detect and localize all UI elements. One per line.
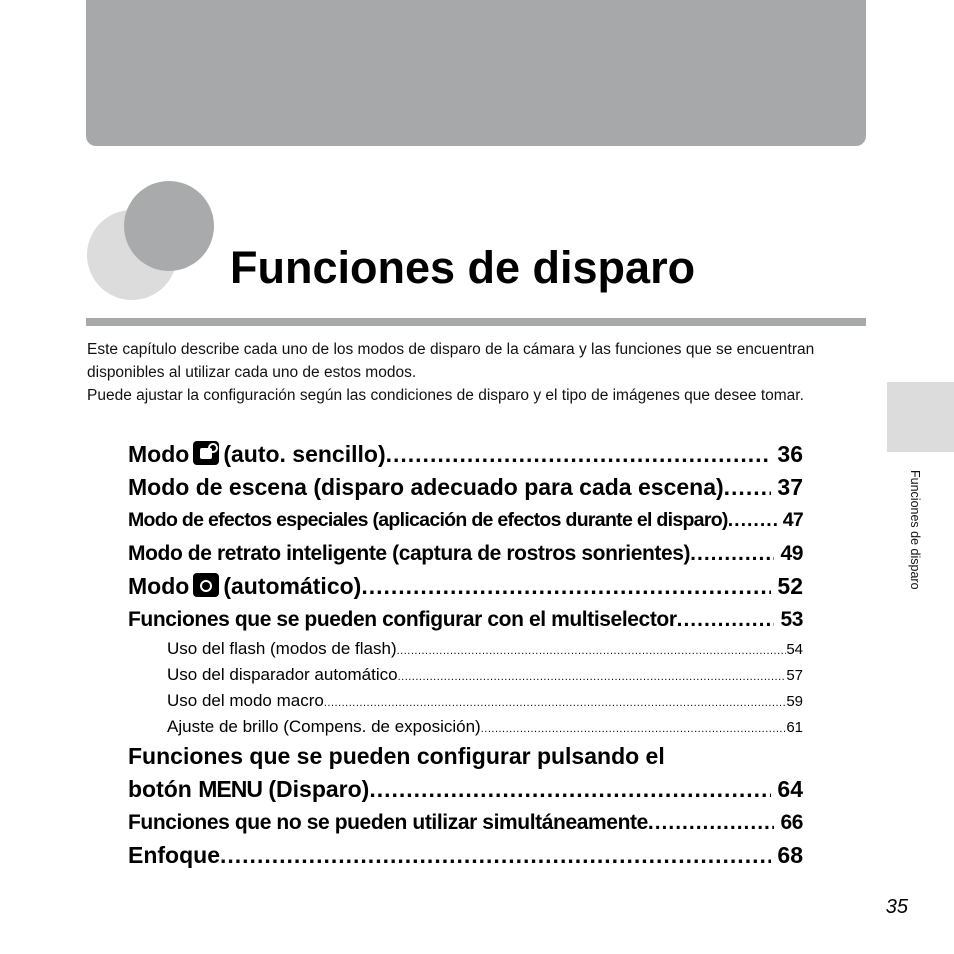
toc-page-number: 61 bbox=[786, 719, 803, 736]
toc-subentry-macro[interactable] bbox=[167, 688, 803, 714]
toc-subentry-flash[interactable] bbox=[167, 636, 803, 662]
toc-page-number: 57 bbox=[786, 667, 803, 684]
toc-subentry-title: Uso del flash (modos de flash) bbox=[167, 639, 397, 658]
toc-page-number: 49 bbox=[780, 542, 803, 565]
toc-page-number: 68 bbox=[777, 842, 803, 868]
toc-entry-title: botón MENU (Disparo) bbox=[128, 776, 370, 802]
toc-page-number: 66 bbox=[780, 811, 803, 834]
toc-leader-dots bbox=[648, 806, 775, 839]
intro-paragraph-1: Este capítulo describe cada uno de los modos de disparo de la cámara y las funciones que se encuentran disponibles al utilizar cada uno de estos modos. bbox=[87, 341, 815, 381]
toc-leader-dots bbox=[724, 471, 772, 504]
toc-entry-efectos[interactable] bbox=[128, 504, 803, 537]
menu-button-icon: MENU bbox=[198, 776, 262, 802]
toc-entry-title: Modo de efectos especiales (aplicación de efectos durante el disparo) bbox=[128, 509, 728, 531]
side-tab bbox=[887, 382, 954, 452]
toc-entry-title: Funciones que no se pueden utilizar simultáneamente bbox=[128, 811, 648, 834]
toc-leader-dots bbox=[677, 603, 775, 636]
toc-subentry-title: Uso del modo macro bbox=[167, 691, 324, 710]
title-rule bbox=[86, 318, 866, 326]
toc-entry-title: Modo de retrato inteligente (captura de rostros sonrientes) bbox=[128, 542, 691, 565]
toc-entry-multiselector[interactable] bbox=[128, 603, 803, 636]
decorative-circle-dark bbox=[124, 181, 214, 271]
toc-entry-enfoque[interactable] bbox=[128, 839, 803, 872]
toc-leader-dots bbox=[398, 664, 787, 690]
toc-page-number: 47 bbox=[782, 509, 803, 531]
toc-entry-menu[interactable] bbox=[128, 773, 803, 806]
intro-paragraph-2: Puede ajustar la configuración según las condiciones de disparo y el tipo de imágenes que desee tomar. bbox=[87, 387, 804, 404]
chapter-title: Funciones de disparo bbox=[230, 242, 696, 293]
toc-entry-simultaneas[interactable] bbox=[128, 806, 803, 839]
toc-entry-title: Modo de escena (disparo adecuado para cada escena) bbox=[128, 474, 724, 500]
toc-leader-dots bbox=[481, 716, 787, 742]
toc-leader-dots bbox=[361, 570, 771, 603]
toc-subentry-title: Uso del disparador automático bbox=[167, 665, 398, 684]
toc-entry-title: Modo (automático) bbox=[128, 573, 362, 599]
toc-subentry-disparador[interactable] bbox=[167, 662, 803, 688]
toc-subentry-brillo[interactable] bbox=[167, 714, 803, 740]
toc-leader-dots bbox=[397, 638, 787, 664]
toc-entry-retrato[interactable] bbox=[128, 537, 803, 570]
toc-page-number: 53 bbox=[780, 608, 803, 631]
toc-entry-title: Modo (auto. sencillo) bbox=[128, 441, 386, 467]
intro-text bbox=[87, 338, 857, 407]
toc-subentry-title: Ajuste de brillo (Compens. de exposición) bbox=[167, 717, 481, 736]
toc-entry-title: Funciones que se pueden configurar con el multiselector bbox=[128, 608, 677, 631]
toc-page-number: 59 bbox=[786, 693, 803, 710]
toc-leader-dots bbox=[386, 438, 772, 471]
toc-leader-dots bbox=[324, 690, 786, 716]
toc-page-number: 36 bbox=[777, 441, 803, 467]
toc-entry-menu-line-1[interactable]: Funciones que se pueden configurar pulsando el bbox=[128, 743, 665, 769]
toc-entry-title: Enfoque bbox=[128, 842, 220, 868]
toc-leader-dots bbox=[220, 839, 771, 872]
easy-auto-mode-icon bbox=[193, 441, 219, 465]
table-of-contents bbox=[128, 438, 803, 872]
toc-entry-escena[interactable] bbox=[128, 471, 803, 504]
camera-auto-mode-icon bbox=[193, 573, 219, 597]
toc-page-number: 37 bbox=[777, 474, 803, 500]
toc-leader-dots bbox=[728, 504, 777, 537]
toc-page-number: 54 bbox=[786, 641, 803, 658]
toc-leader-dots bbox=[690, 537, 774, 570]
side-tab-label: Funciones de disparo bbox=[908, 470, 922, 590]
toc-page-number: 52 bbox=[777, 573, 803, 599]
toc-page-number: 64 bbox=[777, 776, 803, 802]
toc-entry-modo-auto[interactable] bbox=[128, 570, 803, 603]
toc-leader-dots bbox=[369, 773, 771, 806]
toc-entry-modo-easy[interactable] bbox=[128, 438, 803, 471]
top-banner bbox=[86, 0, 866, 146]
page-number: 35 bbox=[885, 896, 908, 918]
